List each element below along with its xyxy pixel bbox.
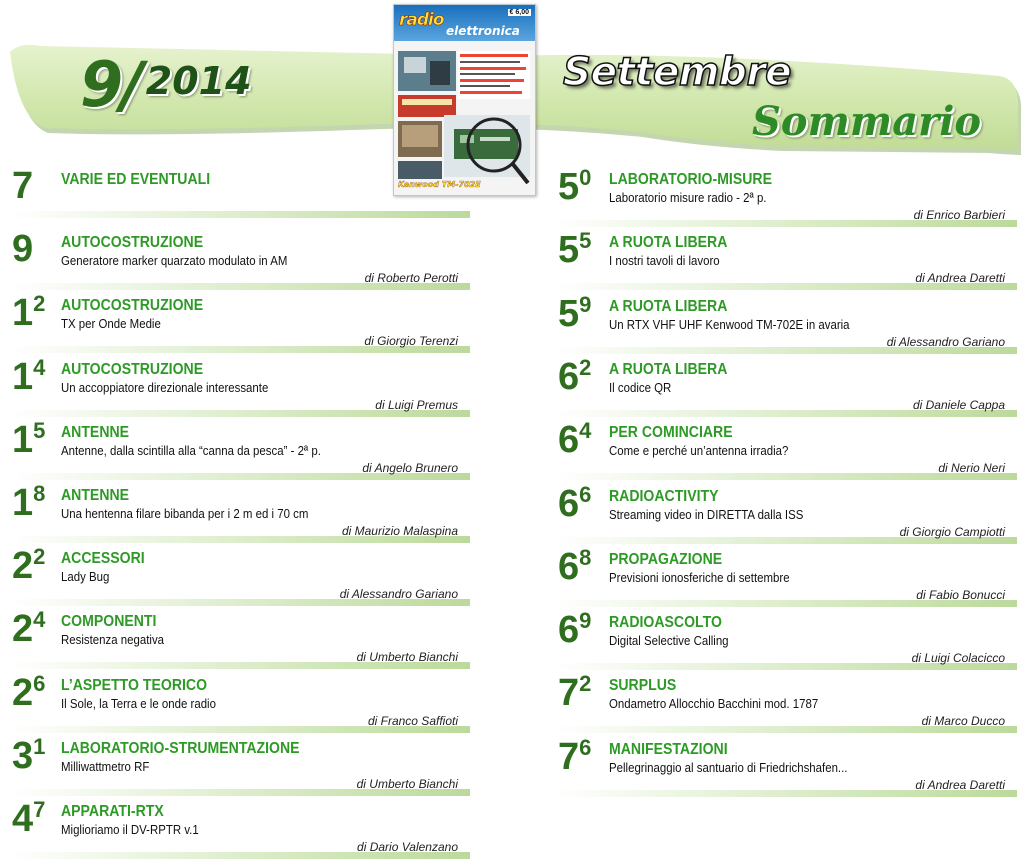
entry-page-sup: 5 [579, 228, 591, 253]
entry-page-main: 6 [558, 483, 579, 525]
entry-page-sup: 4 [33, 607, 45, 632]
entry-page-main: 5 [558, 229, 579, 271]
entry-category: LABORATORIO-MISURE [609, 171, 772, 188]
entry-title: Miglioriamo il DV-RPTR v.1 [61, 822, 199, 837]
entry-category: VARIE ED EVENTUALI [61, 171, 211, 188]
entry-title: Come e perché un’antenna irradia? [609, 443, 789, 458]
entry-page-sup: 2 [33, 544, 45, 569]
entry-category: COMPONENTI [61, 613, 157, 630]
entry-title: Ondametro Allocchio Bacchini mod. 1787 [609, 696, 819, 711]
entry-page-number [12, 736, 44, 775]
entry-page-number [558, 230, 590, 269]
entry-page-main: 1 [12, 292, 33, 334]
entry-author: di Enrico Barbieri [913, 208, 1005, 222]
entry-title: TX per Onde Medie [61, 316, 161, 331]
entry-title: Antenne, dalla scintilla alla “canna da pesca” - 2ª p. [61, 443, 321, 458]
entry-title: Streaming video in DIRETTA dalla ISS [609, 507, 804, 522]
entry-page-main: 1 [12, 482, 33, 524]
entry-author: di Maurizio Malaspina [341, 524, 458, 538]
cover-masthead-elettronica: elettronica [446, 24, 520, 38]
entry-author: di Daniele Cappa [912, 398, 1005, 412]
entry-title: Generatore marker quarzato modulato in AM [61, 253, 288, 268]
entry-category: A RUOTA LIBERA [609, 298, 728, 315]
contents-entry [558, 228, 1020, 292]
entry-category: L’ASPETTO TEORICO [61, 677, 208, 694]
entry-page-main: 2 [12, 672, 33, 714]
entry-author: di Umberto Bianchi [356, 650, 458, 664]
entry-page-sup: 6 [579, 482, 591, 507]
entry-page-main: 1 [12, 356, 33, 398]
entry-title: Resistenza negativa [61, 632, 165, 647]
entry-category: ACCESSORI [61, 550, 145, 567]
entry-author: di Luigi Premus [375, 398, 458, 412]
entry-author: di Luigi Colacicco [911, 651, 1005, 665]
entry-page-main: 6 [558, 356, 579, 398]
entry-author: di Angelo Brunero [362, 461, 458, 475]
entry-page-main: 5 [558, 166, 579, 208]
section-title: Sommario [752, 98, 982, 145]
contents-entry [558, 735, 1020, 799]
entry-title: Il codice QR [609, 380, 672, 395]
contents-entry [558, 355, 1020, 419]
entry-page-sup: 0 [579, 165, 591, 190]
entry-author: di Roberto Perotti [364, 271, 458, 285]
entry-page-number [12, 673, 44, 712]
entry-page-sup: 4 [579, 418, 591, 443]
entry-category: A RUOTA LIBERA [609, 361, 728, 378]
entry-page-number [558, 294, 590, 333]
entry-author: di Andrea Daretti [915, 271, 1005, 285]
entry-author: di Fabio Bonucci [916, 588, 1005, 602]
entry-page-sup: 9 [579, 292, 591, 317]
entry-page-sup: 1 [33, 734, 45, 759]
entry-category: ANTENNE [61, 424, 130, 441]
entry-page-sup: 2 [579, 671, 591, 696]
contents-entry [12, 291, 472, 355]
entry-page-number [12, 609, 44, 648]
entry-page-sup: 5 [33, 418, 45, 443]
entry-page-main: 7 [558, 736, 579, 778]
entry-page-main: 1 [12, 419, 33, 461]
entry-page-main: 6 [558, 546, 579, 588]
entry-category: AUTOCOSTRUZIONE [61, 361, 204, 378]
issue-number-value: 9/ [80, 48, 142, 121]
entry-page-number [558, 357, 590, 396]
entry-title: Digital Selective Calling [609, 633, 729, 648]
entry-page-number [12, 483, 44, 522]
entry-page-number [558, 610, 590, 649]
entry-title: Laboratorio misure radio - 2ª p. [609, 190, 767, 205]
entry-author: di Giorgio Campiotti [899, 525, 1005, 539]
entry-title: Lady Bug [61, 569, 110, 584]
entry-page-sup: 6 [579, 735, 591, 760]
entry-page-main: 4 [12, 798, 33, 840]
entry-title: Un RTX VHF UHF Kenwood TM-702E in avaria [609, 317, 850, 332]
entry-page-number [12, 293, 44, 332]
entry-page-main: 5 [558, 293, 579, 335]
entry-author: di Giorgio Terenzi [364, 334, 458, 348]
entry-page-number [558, 737, 590, 776]
entry-category: PROPAGAZIONE [609, 551, 723, 568]
contents-entry [12, 165, 472, 229]
entry-page-sup: 2 [579, 355, 591, 380]
contents-entry [12, 544, 472, 608]
entry-title: Milliwattmetro RF [61, 759, 150, 774]
contents-entry [12, 228, 472, 292]
entry-page-sup: 4 [33, 355, 45, 380]
entry-page-number [12, 420, 44, 459]
entry-page-sup: 8 [579, 545, 591, 570]
entry-category: LABORATORIO-STRUMENTAZIONE [61, 740, 300, 757]
entry-page-main: 3 [12, 735, 33, 777]
entry-category: RADIOACTIVITY [609, 488, 719, 505]
entry-author: di Alessandro Gariano [339, 587, 458, 601]
entry-page-main: 7 [12, 165, 33, 207]
entry-page-number [12, 546, 44, 585]
entry-category: AUTOCOSTRUZIONE [61, 297, 204, 314]
entry-title: Pellegrinaggio al santuario di Friedrichshafen... [609, 760, 848, 775]
entry-author: di Nerio Neri [938, 461, 1005, 475]
contents-entry [558, 671, 1020, 735]
entry-author: di Franco Saffioti [367, 714, 458, 728]
contents-entry [558, 165, 1020, 229]
entry-page-main: 7 [558, 672, 579, 714]
contents-entry [558, 545, 1020, 609]
entry-title: Il Sole, la Terra e le onde radio [61, 696, 216, 711]
entry-page-number [12, 230, 32, 268]
contents-entry [558, 418, 1020, 482]
entry-title: Previsioni ionosferiche di settembre [609, 570, 790, 585]
entry-page-number [558, 420, 590, 459]
entry-page-main: 2 [12, 608, 33, 650]
cover-masthead-radio: radio [399, 10, 444, 30]
entry-category: SURPLUS [609, 677, 677, 694]
issue-year: 2014 [145, 59, 252, 103]
entry-page-number [558, 673, 590, 712]
contents-entry [12, 418, 472, 482]
entry-page-sup: 2 [33, 291, 45, 316]
entry-author: di Marco Ducco [921, 714, 1005, 728]
entry-page-number [12, 357, 44, 396]
contents-entry [12, 607, 472, 671]
entry-page-number [12, 799, 44, 838]
entry-page-main: 9 [12, 228, 33, 270]
entry-category: MANIFESTAZIONI [609, 741, 728, 758]
entry-category: AUTOCOSTRUZIONE [61, 234, 204, 251]
contents-entry [558, 482, 1020, 546]
entry-author: di Dario Valenzano [357, 840, 458, 854]
entry-title: Una hentenna filare bibanda per i 2 m ed i 70 cm [61, 506, 309, 521]
entry-category: ANTENNE [61, 487, 130, 504]
contents-entry [12, 671, 472, 735]
entry-page-sup: 7 [33, 797, 45, 822]
entry-author: di Andrea Daretti [915, 778, 1005, 792]
cover-bottom-caption: Kenwood TM-702E [398, 180, 481, 189]
contents-entry [12, 355, 472, 419]
entry-page-number [558, 547, 590, 586]
entry-category: RADIOASCOLTO [609, 614, 722, 631]
entry-category: APPARATI-RTX [61, 803, 164, 820]
entry-category: A RUOTA LIBERA [609, 234, 728, 251]
cover-artwork [394, 5, 535, 195]
entry-page-sup: 6 [33, 671, 45, 696]
contents-entry [558, 292, 1020, 356]
entry-category: PER COMINCIARE [609, 424, 733, 441]
entry-page-number [12, 167, 32, 205]
contents-entry [12, 734, 472, 798]
entry-page-main: 6 [558, 609, 579, 651]
entry-title: Un accoppiatore direzionale interessante [61, 380, 269, 395]
entry-underline-bar [10, 211, 470, 218]
cover-price: € 6,00 [509, 9, 529, 16]
issue-number [80, 48, 252, 121]
entry-page-number [558, 484, 590, 523]
entry-author: di Umberto Bianchi [356, 777, 458, 791]
entry-title: I nostri tavoli di lavoro [609, 253, 720, 268]
contents-entry [12, 797, 472, 861]
entry-page-main: 2 [12, 545, 33, 587]
entry-page-main: 6 [558, 419, 579, 461]
entry-page-sup: 9 [579, 608, 591, 633]
contents-entry [558, 608, 1020, 672]
entry-page-number [558, 167, 590, 206]
magazine-cover-image [393, 4, 536, 196]
entry-page-sup: 8 [33, 481, 45, 506]
contents-entry [12, 481, 472, 545]
issue-month: Settembre [563, 50, 792, 95]
entry-author: di Alessandro Gariano [886, 335, 1005, 349]
